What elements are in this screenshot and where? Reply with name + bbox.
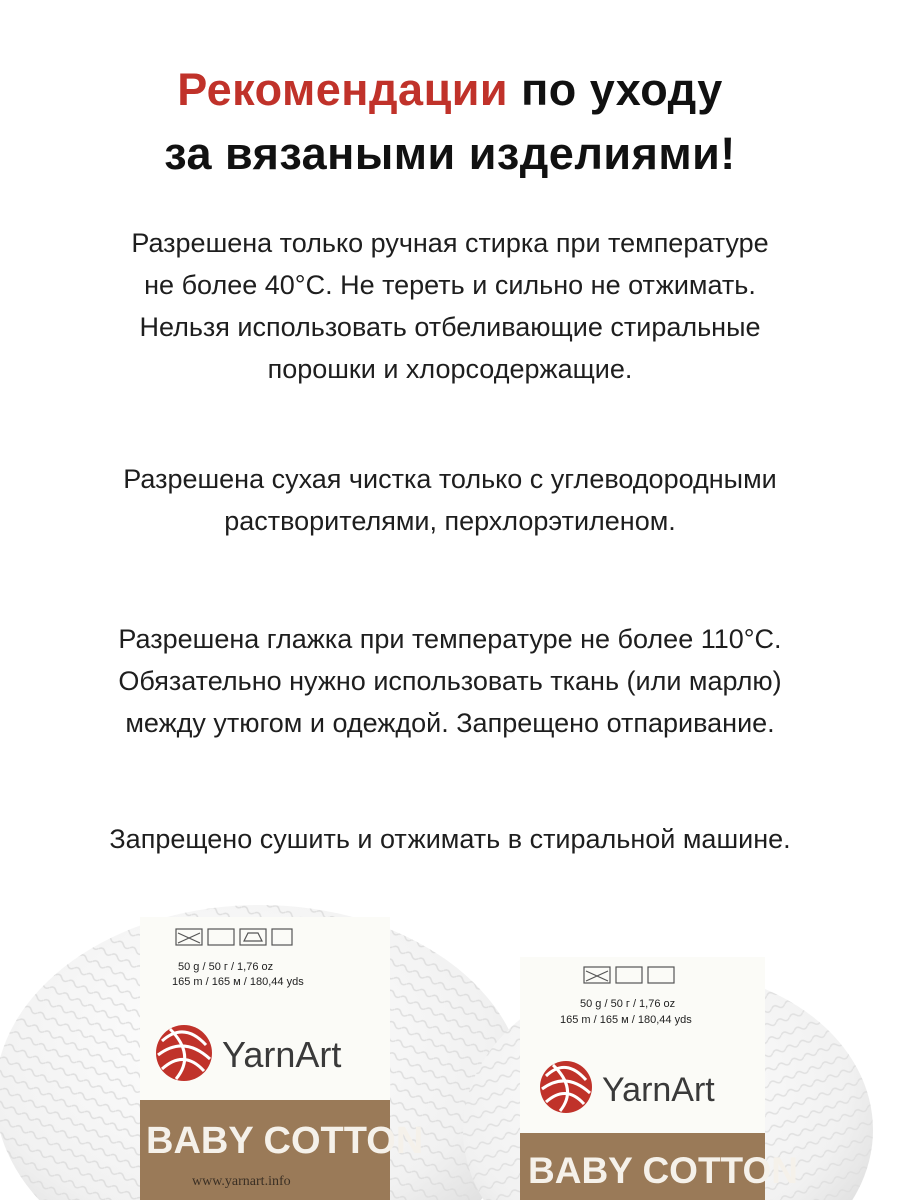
washing-instructions	[40, 222, 860, 390]
skein-length-text: 165 m / 165 м / 180,44 yds	[560, 1014, 692, 1026]
yarn-ball-logo-icon	[540, 1061, 592, 1113]
skein-weight-text: 50 g / 50 г / 1,76 oz	[580, 998, 676, 1010]
brand-url: www.yarnart.info	[192, 1174, 291, 1189]
skein-length-text: 165 m / 165 м / 180,44 yds	[172, 976, 304, 988]
yarn-ball-logo-icon	[156, 1025, 212, 1081]
dry-cleaning-instructions	[40, 458, 860, 542]
title-line2: за вязаными изделиями!	[164, 128, 736, 179]
paragraph-line: порошки и хлорсодержащие.	[267, 354, 633, 384]
brand-name: YarnArt	[602, 1071, 715, 1109]
paragraph-line: не более 40°С. Не тереть и сильно не отжимать.	[144, 270, 756, 300]
paragraph-line: Разрешена глажка при температуре не более 110°С.	[118, 624, 782, 654]
paragraph-line: Запрещено сушить и отжимать в стиральной машине.	[109, 824, 791, 854]
title-accent-word: Рекомендации	[177, 64, 509, 115]
page-title	[0, 58, 900, 186]
yarn-skein-left	[0, 905, 525, 1200]
product-name: BABY COTTON	[528, 1150, 798, 1191]
product-name: BABY COTTON	[146, 1120, 424, 1162]
yarn-product-photo	[0, 895, 900, 1200]
title-line1-rest: по уходу	[508, 64, 723, 115]
paragraph-line: Нельзя использовать отбеливающие стиральные	[139, 312, 761, 342]
paragraph-line: между утюгом и одеждой. Запрещено отпаривание.	[125, 708, 775, 738]
paragraph-line: Разрешена только ручная стирка при температуре	[131, 228, 769, 258]
paragraph-line: растворителями, перхлорэтиленом.	[224, 506, 676, 536]
drying-instructions	[40, 818, 860, 860]
skein-weight-text: 50 g / 50 г / 1,76 oz	[178, 961, 274, 973]
ironing-instructions	[40, 618, 860, 744]
paragraph-line: Разрешена сухая чистка только с углеводородными	[123, 464, 777, 494]
brand-name: YarnArt	[222, 1034, 342, 1075]
yarn-skein-right	[463, 957, 873, 1200]
paragraph-line: Обязательно нужно использовать ткань (или марлю)	[118, 666, 782, 696]
